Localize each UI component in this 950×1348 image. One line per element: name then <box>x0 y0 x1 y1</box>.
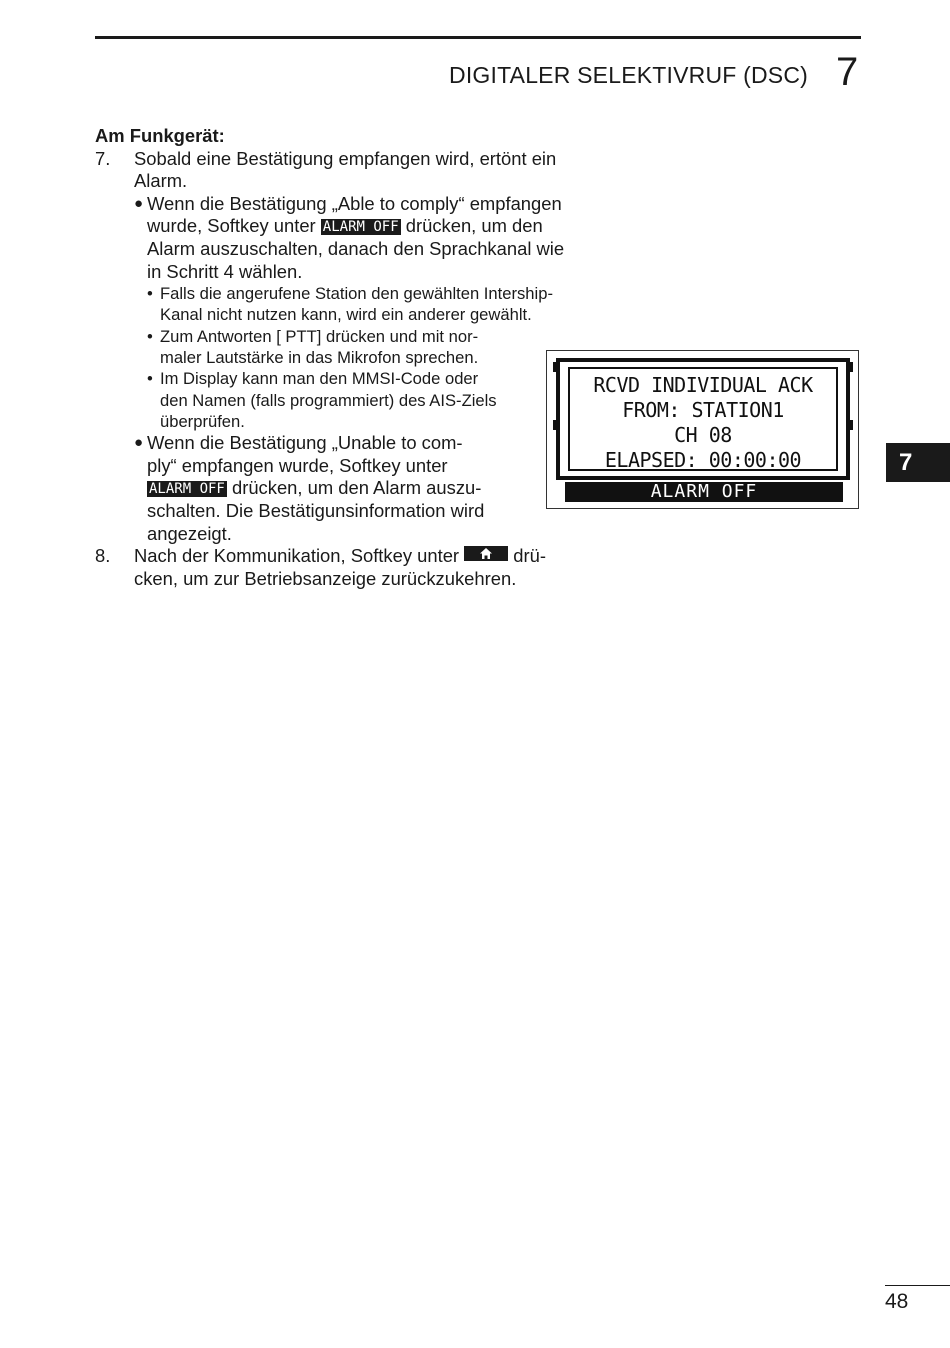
lcd-alarm-off-softkey: ALARM OFF <box>565 482 843 502</box>
step-8-number: 8. <box>95 545 111 567</box>
section-heading: Am Funkgerät: <box>95 125 225 146</box>
able-line-2: wurde, Softkey unter ALARM OFF drücken, um den <box>147 215 543 237</box>
lcd-line-elapsed: ELAPSED: 00:00:00 <box>604 448 802 472</box>
lcd-display <box>556 358 850 480</box>
lcd-line-from: FROM: STATION1 <box>622 398 784 422</box>
bullet-icon: ● <box>134 194 144 212</box>
footer-rule <box>885 1285 950 1286</box>
alarm-off-softkey: ALARM OFF <box>149 481 225 498</box>
alarm-off-softkey: ALARM OFF <box>322 219 399 236</box>
subnote-2-line-2: maler Lautstärke in das Mikrofon sprechen. <box>160 348 479 368</box>
subnote-3-line-3: überprüfen. <box>160 411 245 431</box>
header-rule <box>95 36 861 39</box>
step-8-line-1: 8. Nach der Kommunikation, Softkey unter drü- <box>95 545 546 567</box>
subnote-1-line-2: Kanal nicht nutzen kann, wird ein anderer gewählt. <box>160 305 532 325</box>
instruction-body <box>95 125 605 590</box>
step-7-line-2: Alarm. <box>134 170 188 192</box>
able-line-4: in Schritt 4 wählen. <box>147 260 303 282</box>
chapter-number: 7 <box>836 50 859 94</box>
step-8-line-2: cken, um zur Betriebsanzeige zurückzukehren. <box>134 567 517 589</box>
home-icon <box>480 548 492 559</box>
home-softkey <box>464 546 508 561</box>
chapter-tab: 7 <box>886 443 950 482</box>
able-line-3: Alarm auszuschalten, danach den Sprachkanal wie <box>147 237 565 259</box>
subnote-1-line-1: • Falls die angerufene Station den gewählten Intership- <box>147 284 553 304</box>
subnote-3-line-1: • Im Display kann man den MMSI-Code oder <box>147 369 479 389</box>
unable-line-4: schalten. Die Bestätigunsinformation wird <box>147 500 485 522</box>
step-7-number: 7. <box>95 147 111 169</box>
subnote-3-line-2: den Namen (falls programmiert) des AIS-Ziels <box>160 390 497 410</box>
small-bullet-icon: • <box>147 369 153 389</box>
lcd-message-frame <box>568 367 838 471</box>
unable-line-2: ply“ empfangen wurde, Softkey unter <box>147 454 448 476</box>
lcd-line-title: RCVD INDIVIDUAL ACK <box>593 373 813 397</box>
lcd-line-channel: CH 08 <box>674 423 732 447</box>
unable-line-3: ALARM OFF drücken, um den Alarm auszu- <box>149 477 482 499</box>
page-number: 48 <box>885 1290 909 1313</box>
chapter-title: DIGITALER SELEKTIVRUF (DSC) <box>449 62 808 88</box>
subnote-2-line-1: • Zum Antworten [ PTT] drücken und mit nor- <box>147 326 479 346</box>
lcd-frame-tick <box>850 420 853 430</box>
unable-line-5: angezeigt. <box>147 522 232 544</box>
unable-line-1: ● Wenn die Bestätigung „Unable to com- <box>134 432 463 454</box>
able-line-1: ● Wenn die Bestätigung „Able to comply“ empfangen <box>134 192 562 214</box>
small-bullet-icon: • <box>147 326 153 346</box>
lcd-frame-tick <box>850 362 853 372</box>
step-7-line-1: 7. Sobald eine Bestätigung empfangen wird, ertönt ein <box>95 147 557 169</box>
bullet-icon: ● <box>134 434 144 452</box>
small-bullet-icon: • <box>147 284 153 304</box>
